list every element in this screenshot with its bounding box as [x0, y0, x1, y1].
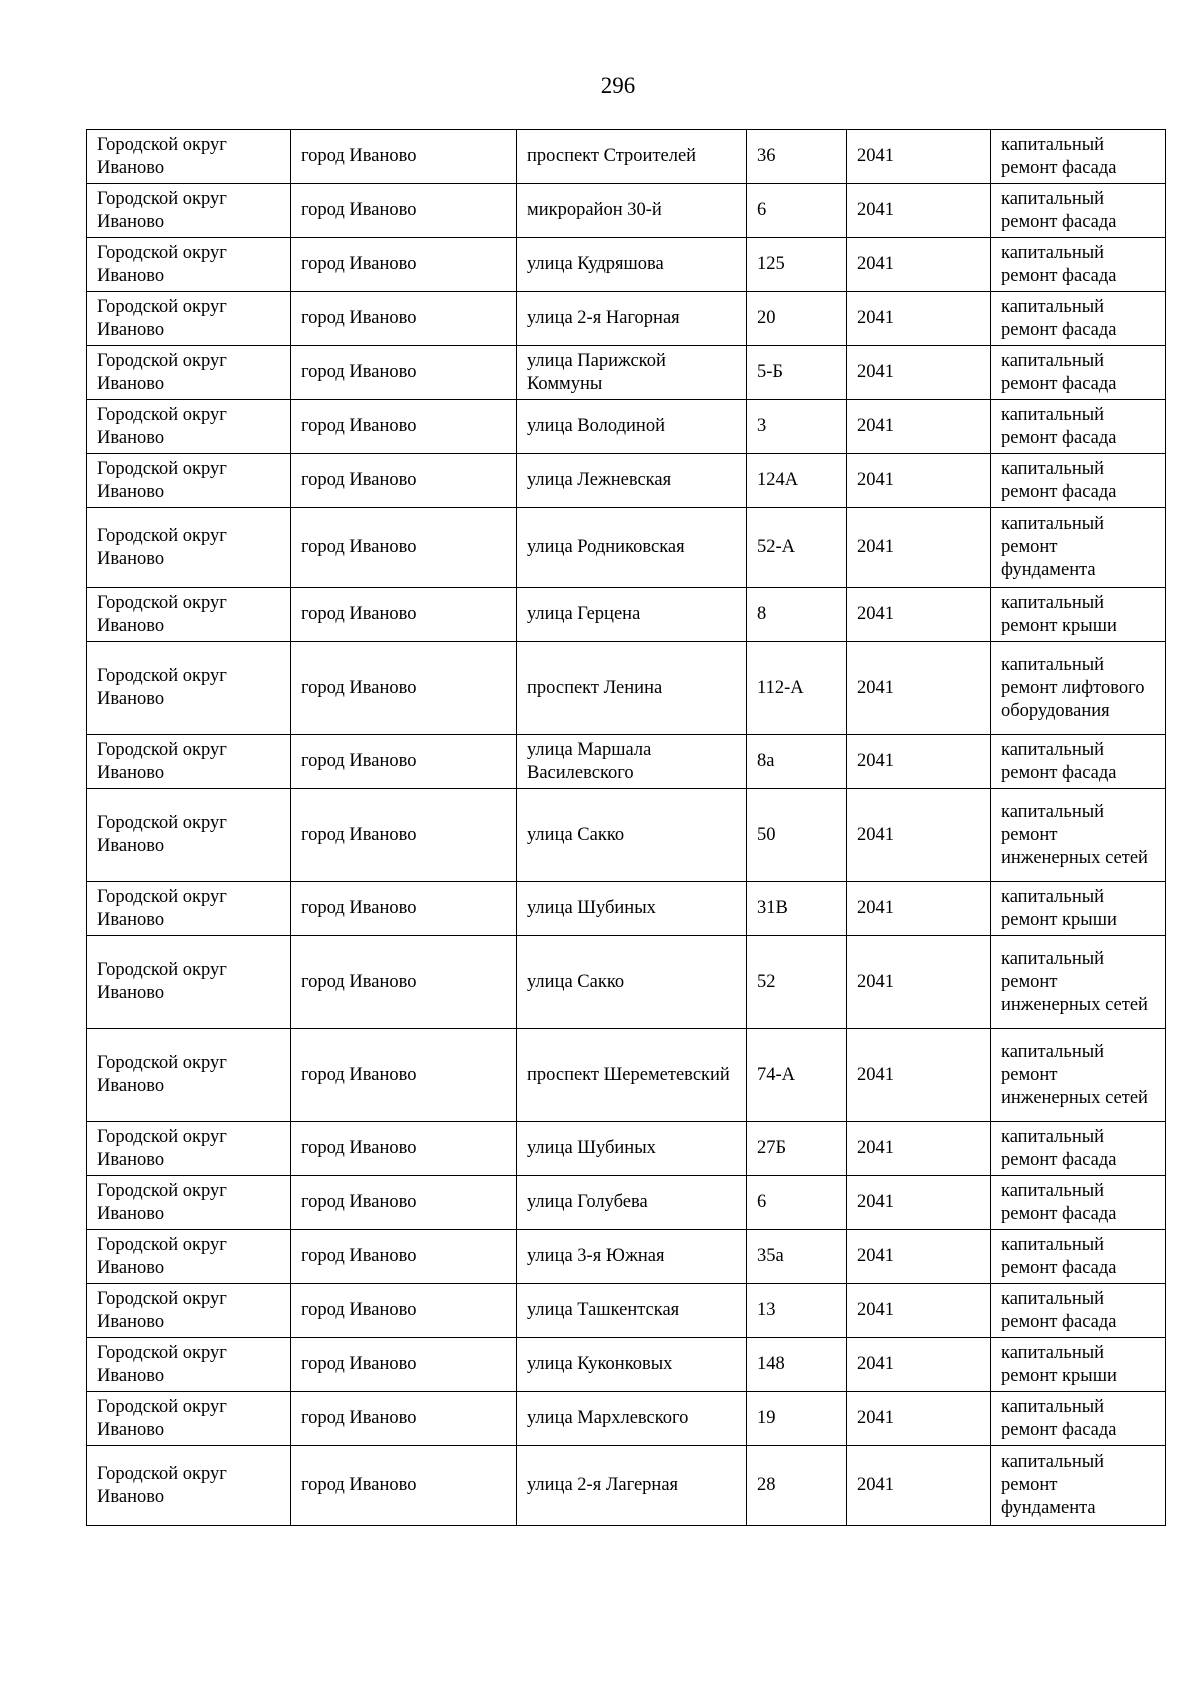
district-cell: [87, 588, 291, 642]
street-cell: [517, 588, 747, 642]
street-text: улица Голубева: [527, 1192, 648, 1212]
street-text: улица Куконковых: [527, 1354, 673, 1374]
table-row: [87, 789, 1166, 882]
street-text: улица Шубиных: [527, 1138, 656, 1158]
year-cell: [847, 184, 991, 238]
district-cell: [87, 346, 291, 400]
work-cell: [991, 642, 1166, 735]
street-cell: [517, 1446, 747, 1526]
district-text: Городской округ Иваново: [97, 458, 227, 502]
house-text: 8: [757, 604, 767, 624]
house-text: 27Б: [757, 1138, 787, 1158]
table-row: [87, 508, 1166, 588]
house-text: 19: [757, 1408, 776, 1428]
work-text: капитальный ремонт фасада: [1001, 188, 1117, 232]
city-text: город Иваново: [301, 1138, 417, 1158]
table-body: [87, 130, 1166, 1526]
table-row: [87, 1029, 1166, 1122]
district-text: Городской округ Иваново: [97, 1053, 227, 1096]
district-cell: [87, 400, 291, 454]
year-text: 2041: [857, 1138, 894, 1158]
table-row: [87, 184, 1166, 238]
work-cell: [991, 882, 1166, 936]
street-cell: [517, 1176, 747, 1230]
street-text: улица 2-я Нагорная: [527, 308, 680, 328]
work-cell: [991, 238, 1166, 292]
work-cell: [991, 1029, 1166, 1122]
work-cell: [991, 789, 1166, 882]
year-text: 2041: [857, 824, 894, 845]
district-text: Городской округ Иваново: [97, 350, 227, 394]
city-cell: [291, 936, 517, 1029]
house-cell: [747, 936, 847, 1029]
street-text: улица Родниковская: [527, 537, 685, 557]
year-cell: [847, 1392, 991, 1446]
house-text: 50: [757, 824, 776, 845]
work-cell: [991, 1446, 1166, 1526]
table-row: [87, 1446, 1166, 1526]
street-text: улица Лежневская: [527, 470, 672, 490]
year-text: 2041: [857, 1192, 894, 1212]
table-row: [87, 238, 1166, 292]
district-text: Городской округ Иваново: [97, 1288, 227, 1332]
city-cell: [291, 130, 517, 184]
work-text: капитальный ремонт фундамента: [1001, 1452, 1105, 1518]
district-cell: [87, 1122, 291, 1176]
district-text: Городской округ Иваново: [97, 404, 227, 448]
district-cell: [87, 292, 291, 346]
district-cell: [87, 1284, 291, 1338]
district-text: Городской округ Иваново: [97, 1463, 227, 1507]
district-cell: [87, 882, 291, 936]
district-cell: [87, 508, 291, 588]
street-cell: [517, 292, 747, 346]
district-cell: [87, 1392, 291, 1446]
street-text: улица Кудряшова: [527, 254, 664, 274]
street-cell: [517, 508, 747, 588]
street-cell: [517, 1122, 747, 1176]
street-cell: [517, 238, 747, 292]
year-text: 2041: [857, 146, 894, 166]
work-cell: [991, 936, 1166, 1029]
year-text: 2041: [857, 898, 894, 918]
house-cell: [747, 130, 847, 184]
district-text: Городской округ Иваново: [97, 242, 227, 286]
city-cell: [291, 184, 517, 238]
year-cell: [847, 1122, 991, 1176]
work-cell: [991, 1122, 1166, 1176]
house-text: 6: [757, 200, 767, 220]
work-text: капитальный ремонт фасада: [1001, 739, 1117, 783]
house-cell: [747, 1284, 847, 1338]
city-cell: [291, 1230, 517, 1284]
work-cell: [991, 1392, 1166, 1446]
district-cell: [87, 130, 291, 184]
district-cell: [87, 735, 291, 789]
city-cell: [291, 1122, 517, 1176]
house-cell: [747, 642, 847, 735]
year-cell: [847, 1446, 991, 1526]
work-cell: [991, 1230, 1166, 1284]
street-text: улица Сакко: [527, 824, 625, 845]
year-text: 2041: [857, 1064, 894, 1085]
city-cell: [291, 454, 517, 508]
table-row: [87, 1338, 1166, 1392]
city-text: город Иваново: [301, 1354, 417, 1374]
year-cell: [847, 508, 991, 588]
house-text: 8а: [757, 751, 775, 771]
table-row: [87, 882, 1166, 936]
house-text: 124А: [757, 470, 799, 490]
work-text: капитальный ремонт фасада: [1001, 242, 1117, 286]
street-text: микрорайон 30-й: [527, 200, 662, 220]
work-text: капитальный ремонт инженерных сетей: [1001, 801, 1148, 868]
city-text: город Иваново: [301, 751, 417, 771]
city-cell: [291, 735, 517, 789]
street-text: улица Володиной: [527, 416, 665, 436]
street-cell: [517, 882, 747, 936]
street-cell: [517, 1338, 747, 1392]
year-text: 2041: [857, 604, 894, 624]
city-cell: [291, 1392, 517, 1446]
year-cell: [847, 936, 991, 1029]
district-text: Городской округ Иваново: [97, 592, 227, 636]
work-cell: [991, 1338, 1166, 1392]
year-text: 2041: [857, 1246, 894, 1266]
year-cell: [847, 238, 991, 292]
district-cell: [87, 184, 291, 238]
house-text: 28: [757, 1475, 776, 1495]
city-cell: [291, 1284, 517, 1338]
table-row: [87, 1176, 1166, 1230]
city-text: город Иваново: [301, 604, 417, 624]
street-cell: [517, 1392, 747, 1446]
year-text: 2041: [857, 308, 894, 328]
year-text: 2041: [857, 200, 894, 220]
work-text: капитальный ремонт инженерных сетей: [1001, 948, 1148, 1015]
street-text: улица Шубиных: [527, 898, 656, 918]
house-cell: [747, 1176, 847, 1230]
house-text: 52: [757, 971, 776, 992]
district-cell: [87, 238, 291, 292]
table-row: [87, 1392, 1166, 1446]
street-cell: [517, 454, 747, 508]
city-text: город Иваново: [301, 1475, 417, 1495]
street-cell: [517, 400, 747, 454]
work-cell: [991, 400, 1166, 454]
street-cell: [517, 642, 747, 735]
year-cell: [847, 454, 991, 508]
street-text: улица Сакко: [527, 971, 625, 992]
year-cell: [847, 1029, 991, 1122]
work-text: капитальный ремонт фасада: [1001, 1234, 1117, 1278]
district-text: Городской округ Иваново: [97, 739, 227, 783]
house-cell: [747, 508, 847, 588]
house-text: 35а: [757, 1246, 784, 1266]
house-text: 125: [757, 254, 785, 274]
city-text: город Иваново: [301, 1246, 417, 1266]
table-row: [87, 292, 1166, 346]
year-text: 2041: [857, 362, 894, 382]
table-row: [87, 735, 1166, 789]
district-text: Городской округ Иваново: [97, 1396, 227, 1440]
house-text: 112-А: [757, 677, 804, 698]
street-text: улица Мархлевского: [527, 1408, 689, 1428]
table-row: [87, 400, 1166, 454]
work-text: капитальный ремонт фасада: [1001, 350, 1117, 394]
table-row: [87, 130, 1166, 184]
city-cell: [291, 1338, 517, 1392]
work-cell: [991, 588, 1166, 642]
year-text: 2041: [857, 1408, 894, 1428]
district-text: Городской округ Иваново: [97, 886, 227, 930]
house-cell: [747, 454, 847, 508]
city-cell: [291, 1029, 517, 1122]
city-text: город Иваново: [301, 898, 417, 918]
house-cell: [747, 1446, 847, 1526]
street-text: проспект Строителей: [527, 146, 697, 166]
district-cell: [87, 1176, 291, 1230]
city-cell: [291, 1446, 517, 1526]
city-cell: [291, 238, 517, 292]
house-text: 52-А: [757, 537, 796, 557]
work-text: капитальный ремонт фасада: [1001, 296, 1117, 340]
district-text: Городской округ Иваново: [97, 134, 227, 178]
street-text: проспект Шереметевский: [527, 1064, 730, 1085]
work-text: капитальный ремонт фасада: [1001, 1126, 1117, 1170]
street-cell: [517, 1029, 747, 1122]
year-cell: [847, 130, 991, 184]
year-text: 2041: [857, 751, 894, 771]
city-cell: [291, 292, 517, 346]
house-cell: [747, 789, 847, 882]
city-text: город Иваново: [301, 254, 417, 274]
repair-schedule-table: [86, 129, 1166, 1526]
year-text: 2041: [857, 677, 894, 698]
house-cell: [747, 588, 847, 642]
city-text: город Иваново: [301, 1064, 417, 1085]
city-text: город Иваново: [301, 677, 417, 698]
house-cell: [747, 1338, 847, 1392]
house-cell: [747, 1122, 847, 1176]
work-text: капитальный ремонт крыши: [1001, 1342, 1117, 1386]
street-text: улица Маршала Василевского: [527, 739, 652, 783]
city-text: город Иваново: [301, 146, 417, 166]
table-row: [87, 588, 1166, 642]
year-cell: [847, 400, 991, 454]
work-text: капитальный ремонт крыши: [1001, 592, 1117, 636]
work-text: капитальный ремонт фасада: [1001, 404, 1117, 448]
district-cell: [87, 1338, 291, 1392]
district-text: Городской округ Иваново: [97, 1126, 227, 1170]
year-cell: [847, 789, 991, 882]
year-text: 2041: [857, 1300, 894, 1320]
street-text: улица 3-я Южная: [527, 1246, 665, 1266]
house-text: 13: [757, 1300, 776, 1320]
year-text: 2041: [857, 470, 894, 490]
work-cell: [991, 508, 1166, 588]
district-cell: [87, 789, 291, 882]
work-text: капитальный ремонт фасада: [1001, 1180, 1117, 1224]
year-text: 2041: [857, 254, 894, 274]
street-cell: [517, 789, 747, 882]
district-text: Городской округ Иваново: [97, 1180, 227, 1224]
street-text: улица Ташкентская: [527, 1300, 680, 1320]
year-text: 2041: [857, 1475, 894, 1495]
house-text: 6: [757, 1192, 767, 1212]
table-row: [87, 936, 1166, 1029]
year-cell: [847, 1230, 991, 1284]
table-row: [87, 642, 1166, 735]
house-cell: [747, 400, 847, 454]
year-text: 2041: [857, 1354, 894, 1374]
district-text: Городской округ Иваново: [97, 666, 227, 709]
district-text: Городской округ Иваново: [97, 525, 227, 569]
district-cell: [87, 642, 291, 735]
page-number: 296: [600, 73, 636, 98]
street-cell: [517, 1230, 747, 1284]
house-text: 148: [757, 1354, 785, 1374]
work-cell: [991, 735, 1166, 789]
city-cell: [291, 1176, 517, 1230]
district-cell: [87, 1029, 291, 1122]
city-text: город Иваново: [301, 1192, 417, 1212]
house-text: 74-А: [757, 1064, 796, 1085]
house-cell: [747, 1392, 847, 1446]
house-cell: [747, 1029, 847, 1122]
city-cell: [291, 588, 517, 642]
work-cell: [991, 292, 1166, 346]
street-text: проспект Ленина: [527, 677, 663, 698]
street-cell: [517, 184, 747, 238]
district-text: Городской округ Иваново: [97, 296, 227, 340]
district-text: Городской округ Иваново: [97, 1342, 227, 1386]
table-row: [87, 1284, 1166, 1338]
work-cell: [991, 184, 1166, 238]
year-cell: [847, 1176, 991, 1230]
work-cell: [991, 130, 1166, 184]
city-text: город Иваново: [301, 1408, 417, 1428]
work-cell: [991, 1176, 1166, 1230]
table-row: [87, 346, 1166, 400]
city-cell: [291, 400, 517, 454]
house-text: 20: [757, 308, 776, 328]
street-text: улица Герцена: [527, 604, 641, 624]
city-text: город Иваново: [301, 470, 417, 490]
table-row: [87, 1230, 1166, 1284]
year-cell: [847, 735, 991, 789]
city-cell: [291, 346, 517, 400]
work-text: капитальный ремонт инженерных сетей: [1001, 1041, 1148, 1108]
work-cell: [991, 454, 1166, 508]
house-cell: [747, 1230, 847, 1284]
house-text: 36: [757, 146, 776, 166]
work-text: капитальный ремонт фасада: [1001, 134, 1117, 178]
city-cell: [291, 789, 517, 882]
year-cell: [847, 346, 991, 400]
year-text: 2041: [857, 537, 894, 557]
street-cell: [517, 346, 747, 400]
district-text: Городской округ Иваново: [97, 188, 227, 232]
house-cell: [747, 292, 847, 346]
year-cell: [847, 642, 991, 735]
district-text: Городской округ Иваново: [97, 1234, 227, 1278]
city-text: город Иваново: [301, 416, 417, 436]
work-text: капитальный ремонт лифтового оборудования: [1001, 654, 1145, 721]
year-cell: [847, 588, 991, 642]
city-text: город Иваново: [301, 200, 417, 220]
work-cell: [991, 1284, 1166, 1338]
work-cell: [991, 346, 1166, 400]
district-cell: [87, 454, 291, 508]
street-cell: [517, 735, 747, 789]
district-cell: [87, 1446, 291, 1526]
street-cell: [517, 130, 747, 184]
table-row: [87, 454, 1166, 508]
house-cell: [747, 882, 847, 936]
street-cell: [517, 1284, 747, 1338]
city-text: город Иваново: [301, 824, 417, 845]
city-cell: [291, 882, 517, 936]
year-cell: [847, 882, 991, 936]
city-text: город Иваново: [301, 537, 417, 557]
city-text: город Иваново: [301, 1300, 417, 1320]
city-text: город Иваново: [301, 308, 417, 328]
city-text: город Иваново: [301, 362, 417, 382]
house-text: 31В: [757, 898, 788, 918]
district-text: Городской округ Иваново: [97, 960, 227, 1003]
house-cell: [747, 735, 847, 789]
house-text: 5-Б: [757, 362, 784, 382]
street-cell: [517, 936, 747, 1029]
city-cell: [291, 508, 517, 588]
work-text: капитальный ремонт фасада: [1001, 1288, 1117, 1332]
district-cell: [87, 1230, 291, 1284]
table-row: [87, 1122, 1166, 1176]
year-text: 2041: [857, 416, 894, 436]
work-text: капитальный ремонт крыши: [1001, 886, 1117, 930]
house-text: 3: [757, 416, 767, 436]
work-text: капитальный ремонт фундамента: [1001, 514, 1105, 580]
year-text: 2041: [857, 971, 894, 992]
year-cell: [847, 292, 991, 346]
district-text: Городской округ Иваново: [97, 813, 227, 856]
city-cell: [291, 642, 517, 735]
district-cell: [87, 936, 291, 1029]
city-text: город Иваново: [301, 971, 417, 992]
house-cell: [747, 184, 847, 238]
street-text: улица 2-я Лагерная: [527, 1475, 679, 1495]
work-text: капитальный ремонт фасада: [1001, 1396, 1117, 1440]
work-text: капитальный ремонт фасада: [1001, 458, 1117, 502]
house-cell: [747, 346, 847, 400]
street-text: улица Парижской Коммуны: [527, 350, 666, 394]
year-cell: [847, 1284, 991, 1338]
house-cell: [747, 238, 847, 292]
year-cell: [847, 1338, 991, 1392]
